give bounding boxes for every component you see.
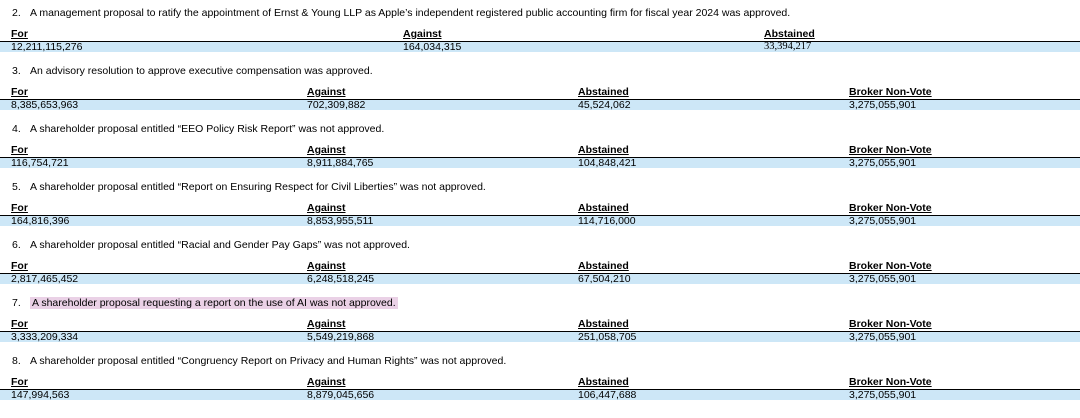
col-header: Abstained [578, 202, 629, 214]
vote-value: 106,447,688 [567, 390, 838, 400]
vote-col-against [296, 261, 567, 284]
vote-col-against [392, 29, 753, 52]
vote-value: 104,848,421 [567, 158, 838, 168]
col-header: Abstained [764, 28, 815, 40]
proposal-text: A shareholder proposal entitled “Report on Ensuring Respect for Civil Liberties” was not approved. [30, 181, 486, 193]
vote-col-broker-non-vote [838, 261, 1080, 284]
col-header: Abstained [578, 86, 629, 98]
col-header: For [11, 318, 28, 330]
proposal-text: A management proposal to ratify the appointment of Ernst & Young LLP as Apple’s independent registered public accounting firm for fiscal year 2024 was approved. [30, 7, 791, 19]
proposal-7 [0, 296, 1080, 354]
proposal-title [12, 354, 506, 368]
vote-col-for [0, 261, 296, 284]
proposal-number: 7. [12, 297, 21, 309]
proposal-title [12, 64, 373, 78]
col-header: Abstained [578, 318, 629, 330]
proposal-number: 5. [12, 181, 21, 193]
vote-value: 3,275,055,901 [838, 274, 1080, 284]
vote-value: 12,211,115,276 [0, 42, 392, 52]
vote-value: 3,275,055,901 [838, 390, 1080, 400]
vote-value: 45,524,062 [567, 100, 838, 110]
vote-table-row [0, 377, 1080, 407]
vote-value: 114,716,000 [567, 216, 838, 226]
vote-table-row [0, 87, 1080, 117]
col-header: Abstained [578, 376, 629, 388]
vote-col-abstained [567, 203, 838, 226]
col-header: Broker Non-Vote [849, 260, 932, 272]
vote-col-broker-non-vote [838, 145, 1080, 168]
col-header: Broker Non-Vote [849, 376, 932, 388]
vote-col-abstained [567, 145, 838, 168]
col-header: Against [307, 144, 346, 156]
vote-value: 8,879,045,656 [296, 390, 567, 400]
vote-value: 3,333,209,334 [0, 332, 296, 342]
vote-col-against [296, 377, 567, 400]
col-header: Against [307, 260, 346, 272]
proposal-text: A shareholder proposal entitled “Congruency Report on Privacy and Human Rights” was not approved. [30, 355, 507, 367]
vote-value: 33,394,217 [753, 42, 1080, 52]
proposal-number: 8. [12, 355, 21, 367]
col-header: Abstained [578, 144, 629, 156]
col-header: Broker Non-Vote [849, 318, 932, 330]
proposal-text: A shareholder proposal entitled “EEO Policy Risk Report” was not approved. [30, 123, 385, 135]
vote-col-broker-non-vote [838, 203, 1080, 226]
highlighted-proposal-text: A shareholder proposal requesting a report on the use of AI was not approved. [32, 297, 396, 309]
col-header: For [11, 376, 28, 388]
vote-value: 251,058,705 [567, 332, 838, 342]
proposal-title [12, 238, 410, 252]
vote-table-row [0, 29, 1080, 59]
vote-table-row [0, 145, 1080, 175]
vote-value: 3,275,055,901 [838, 158, 1080, 168]
vote-table-row [0, 203, 1080, 233]
vote-value: 6,248,518,245 [296, 274, 567, 284]
proposal-5 [0, 180, 1080, 238]
proposal-title [12, 296, 398, 310]
vote-value: 67,504,210 [567, 274, 838, 284]
vote-col-abstained [567, 319, 838, 342]
vote-value: 5,549,219,868 [296, 332, 567, 342]
vote-value: 116,754,721 [0, 158, 296, 168]
vote-col-broker-non-vote [838, 87, 1080, 110]
proposal-text: A shareholder proposal entitled “Racial and Gender Pay Gaps” was not approved. [30, 239, 410, 251]
proposal-3 [0, 64, 1080, 122]
proposal-6 [0, 238, 1080, 296]
col-header: For [11, 202, 28, 214]
vote-col-against [296, 87, 567, 110]
col-header: Against [307, 318, 346, 330]
col-header: Against [307, 376, 346, 388]
vote-col-against [296, 145, 567, 168]
proposal-text: An advisory resolution to approve executive compensation was approved. [30, 65, 373, 77]
proposal-number: 3. [12, 65, 21, 77]
vote-col-abstained [753, 29, 1080, 52]
vote-col-abstained [567, 377, 838, 400]
vote-col-for [0, 319, 296, 342]
col-header: For [11, 144, 28, 156]
col-header: Against [307, 202, 346, 214]
proposal-8 [0, 354, 1080, 412]
vote-value: 8,911,884,765 [296, 158, 567, 168]
proposal-number: 6. [12, 239, 21, 251]
proposal-title [12, 6, 790, 20]
vote-col-abstained [567, 261, 838, 284]
vote-value: 3,275,055,901 [838, 332, 1080, 342]
vote-col-abstained [567, 87, 838, 110]
vote-col-for [0, 377, 296, 400]
vote-value: 2,817,465,452 [0, 274, 296, 284]
vote-table-row [0, 261, 1080, 291]
vote-col-for [0, 87, 296, 110]
col-header: For [11, 86, 28, 98]
proposal-4 [0, 122, 1080, 180]
proposal-number: 4. [12, 123, 21, 135]
vote-value: 164,816,396 [0, 216, 296, 226]
col-header: For [11, 28, 28, 40]
vote-col-against [296, 319, 567, 342]
proposal-title [12, 122, 384, 136]
col-header: Broker Non-Vote [849, 202, 932, 214]
vote-value: 3,275,055,901 [838, 100, 1080, 110]
vote-table-row [0, 319, 1080, 349]
vote-value: 8,853,955,511 [296, 216, 567, 226]
vote-col-broker-non-vote [838, 319, 1080, 342]
proposal-number: 2. [12, 7, 21, 19]
vote-col-for [0, 203, 296, 226]
vote-value: 702,309,882 [296, 100, 567, 110]
proposal-title [12, 180, 486, 194]
vote-value: 3,275,055,901 [838, 216, 1080, 226]
vote-value: 164,034,315 [392, 42, 753, 52]
col-header: Against [307, 86, 346, 98]
vote-col-for [0, 145, 296, 168]
col-header: Against [403, 28, 442, 40]
col-header: Broker Non-Vote [849, 144, 932, 156]
vote-col-broker-non-vote [838, 377, 1080, 400]
vote-value: 147,994,563 [0, 390, 296, 400]
col-header: For [11, 260, 28, 272]
col-header: Broker Non-Vote [849, 86, 932, 98]
vote-col-for [0, 29, 392, 52]
vote-col-against [296, 203, 567, 226]
col-header: Abstained [578, 260, 629, 272]
vote-value: 8,385,653,963 [0, 100, 296, 110]
proposal-2 [0, 6, 1080, 64]
